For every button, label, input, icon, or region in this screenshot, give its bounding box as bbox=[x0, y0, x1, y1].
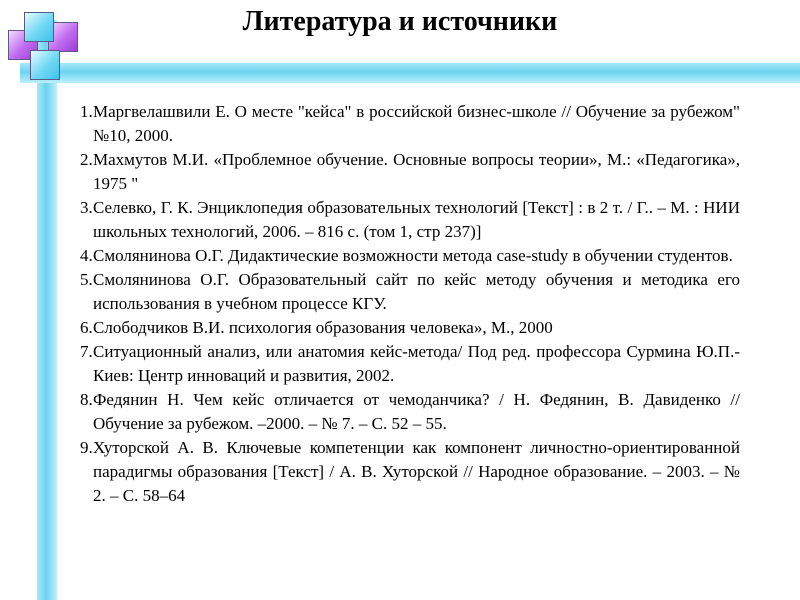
reference-number: 7. bbox=[80, 342, 93, 361]
reference-number: 3. bbox=[80, 198, 93, 217]
reference-text: Маргвелашвили Е. О месте "кейса" в российской бизнес-школе // Обучение за рубежом" №10, 2000. bbox=[93, 102, 740, 145]
reference-item bbox=[80, 340, 740, 388]
reference-number: 1. bbox=[80, 102, 93, 121]
reference-text: Махмутов М.И. «Проблемное обучение. Основные вопросы теории», М.: «Педагогика», 1975 " bbox=[93, 150, 740, 193]
reference-text: Федянин Н. Чем кейс отличается от чемоданчика? / Н. Федянин, В. Давиденко // Обучение за рубежом. –2000. – № 7. – С. 52 – 55. bbox=[93, 390, 740, 433]
reference-item bbox=[80, 268, 740, 316]
reference-number: 4. bbox=[80, 246, 93, 265]
reference-text: Слободчиков В.И. психология образования человека», М., 2000 bbox=[93, 318, 553, 337]
reference-text: Селевко, Г. К. Энциклопедия образовательных технологий [Текст] : в 2 т. / Г.. – М. : НИИ школьных технологий, 2006. – 816 с. (том 1, стр 237)] bbox=[93, 198, 740, 241]
reference-list bbox=[80, 100, 740, 508]
reference-number: 2. bbox=[80, 150, 93, 169]
decorative-square-cyan-bottom bbox=[30, 50, 60, 80]
decorative-vertical-bar bbox=[37, 20, 57, 600]
reference-item bbox=[80, 100, 740, 148]
reference-text: Смолянинова О.Г. Образовательный сайт по кейс методу обучения и методика его использования в учебном процессе КГУ. bbox=[93, 270, 740, 313]
reference-item bbox=[80, 244, 740, 268]
reference-number: 9. bbox=[80, 438, 93, 457]
reference-item bbox=[80, 148, 740, 196]
reference-text: Хуторской А. В. Ключевые компетенции как компонент личностно-ориентированной парадигмы образования [Текст] / А. В. Хуторской // Народное образование. – 2003. – № 2. – С. 58–64 bbox=[93, 438, 740, 505]
reference-item bbox=[80, 316, 740, 340]
reference-item bbox=[80, 388, 740, 436]
reference-number: 6. bbox=[80, 318, 93, 337]
decorative-horizontal-bar bbox=[20, 63, 800, 83]
reference-item bbox=[80, 436, 740, 508]
reference-text: Смолянинова О.Г. Дидактические возможности метода case-study в обучении студентов. bbox=[93, 246, 733, 265]
slide-title: Литература и источники bbox=[242, 6, 558, 37]
reference-number: 5. bbox=[80, 270, 93, 289]
reference-text: Ситуационный анализ, или анатомия кейс-метода/ Под ред. профессора Сурмина Ю.П.- Киев: Центр инноваций и развития, 2002. bbox=[93, 342, 740, 385]
reference-item bbox=[80, 196, 740, 244]
reference-number: 8. bbox=[80, 390, 93, 409]
